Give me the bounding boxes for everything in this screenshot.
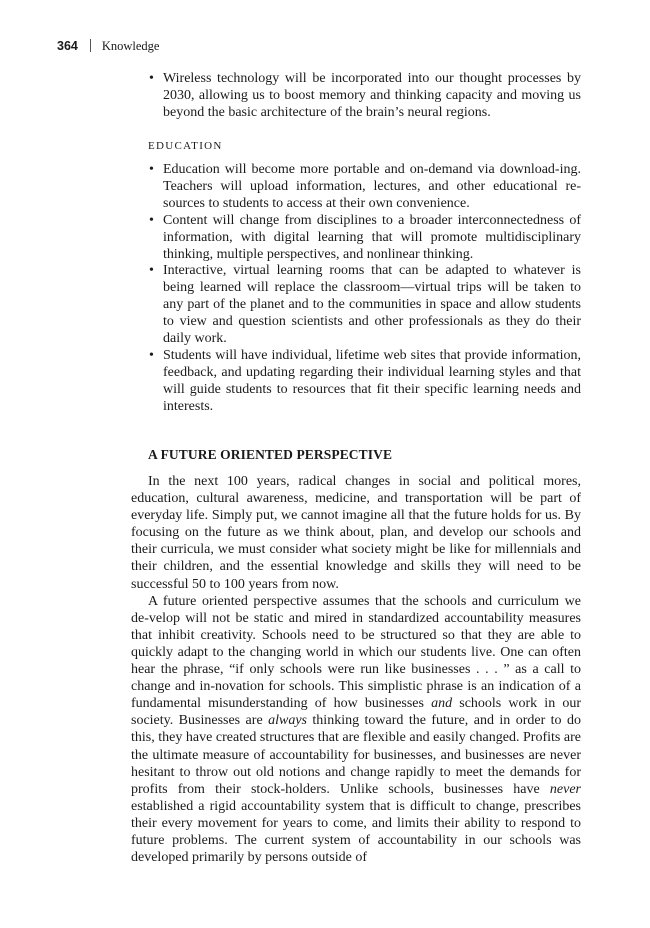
list-item <box>148 348 581 416</box>
bullet-text: Students will have individual, lifetime web sites that provide information, feedback, and updating regarding their individual learning styles and that will guide students to resources that fit their specific learning needs and interests. <box>163 347 581 414</box>
header-divider <box>90 39 91 52</box>
bullet-icon: • <box>149 162 154 177</box>
paragraph-2-text: schools work in our society. Businesses are <box>131 696 581 729</box>
bullet-text: Education will become more portable and on-demand via download-ing. Teachers will upload information, lectures, and other educational re-sources to students to access at their own convenience. <box>163 162 581 211</box>
emphasis-and: and <box>431 696 453 712</box>
emphasis-never: never <box>549 781 581 797</box>
bullet-icon: • <box>149 212 154 228</box>
running-head <box>57 38 159 54</box>
paragraph-2-text: A future oriented perspective assumes that the schools and curriculum we de-velop will not be static and mired in standardized accountability measures that inhibit creativity. Schools need to be structured so that they are able to quickly adapt to the changing world in which our students live. One can often hear the phrase, “if only schools were run like businesses . . . ” as a call to change and in-novation for schools. This simplistic phrase is an indication of a fundamental misunderstanding of how businesses <box>131 593 581 712</box>
list-item <box>148 213 581 264</box>
list-item <box>148 263 581 348</box>
page-number: 364 <box>57 39 78 53</box>
bullet-icon: • <box>149 263 154 279</box>
education-bullet-list <box>148 162 581 416</box>
bullet-icon: • <box>149 71 154 86</box>
top-bullet-list <box>148 71 581 122</box>
list-item <box>148 162 581 213</box>
bullet-text: Interactive, virtual learning rooms that can be adapted to whatever is being learned will replace the classroom—virtual trips will be taken to any part of the planet and to the communities in space and allow students to view and question scientists and other professionals as they do their daily work. <box>163 263 581 347</box>
list-item <box>148 71 581 122</box>
section-heading: A FUTURE ORIENTED PERSPECTIVE <box>148 447 393 462</box>
paragraph-2-text: established a rigid accountability system that is difficult to change, prescribes their every movement for years to come, and limits their ability to respond to future problems. The current system of accountability in our schools was developed primarily by persons outside of <box>131 798 581 866</box>
paragraph-1: In the next 100 years, radical changes in social and political mores, education, cultural awareness, medicine, and transportation will be part of everyday life. Simply put, we cannot imagine all that the future holds for us. By focusing on the future as we think about, plan, and develop our schools and their curricula, we must consider what society might be like for millennials and their children, and the essential knowledge and skills they will need to be successful 50 to 100 years from now. <box>131 474 581 592</box>
bullet-text: Content will change from disciplines to a broader interconnectedness of information, with digital learning that will promote multidisciplinary thinking, multiple perspectives, and nonlinear thinking. <box>163 212 581 262</box>
education-heading: EDUCATION <box>148 140 223 152</box>
bullet-text: Wireless technology will be incorporated into our thought processes by 2030, allowing us to boost memory and thinking capacity and moving us beyond the basic architecture of the brain’s neural regions. <box>163 71 581 120</box>
paragraph-2 <box>131 593 581 867</box>
bullet-icon: • <box>149 347 154 363</box>
paragraph-2-text: thinking toward the future, and in order to do this, they have created structures that are flexible and easily changed. Profits are the ultimate measure of accountability for businesses, and businesses are never hesitant to throw out old notions and change rapidly to meet the demands for profits from their stock-holders. Unlike schools, businesses have <box>131 713 581 797</box>
emphasis-always: always <box>268 713 307 729</box>
body-text <box>131 473 581 866</box>
running-head-title: Knowledge <box>101 39 160 53</box>
